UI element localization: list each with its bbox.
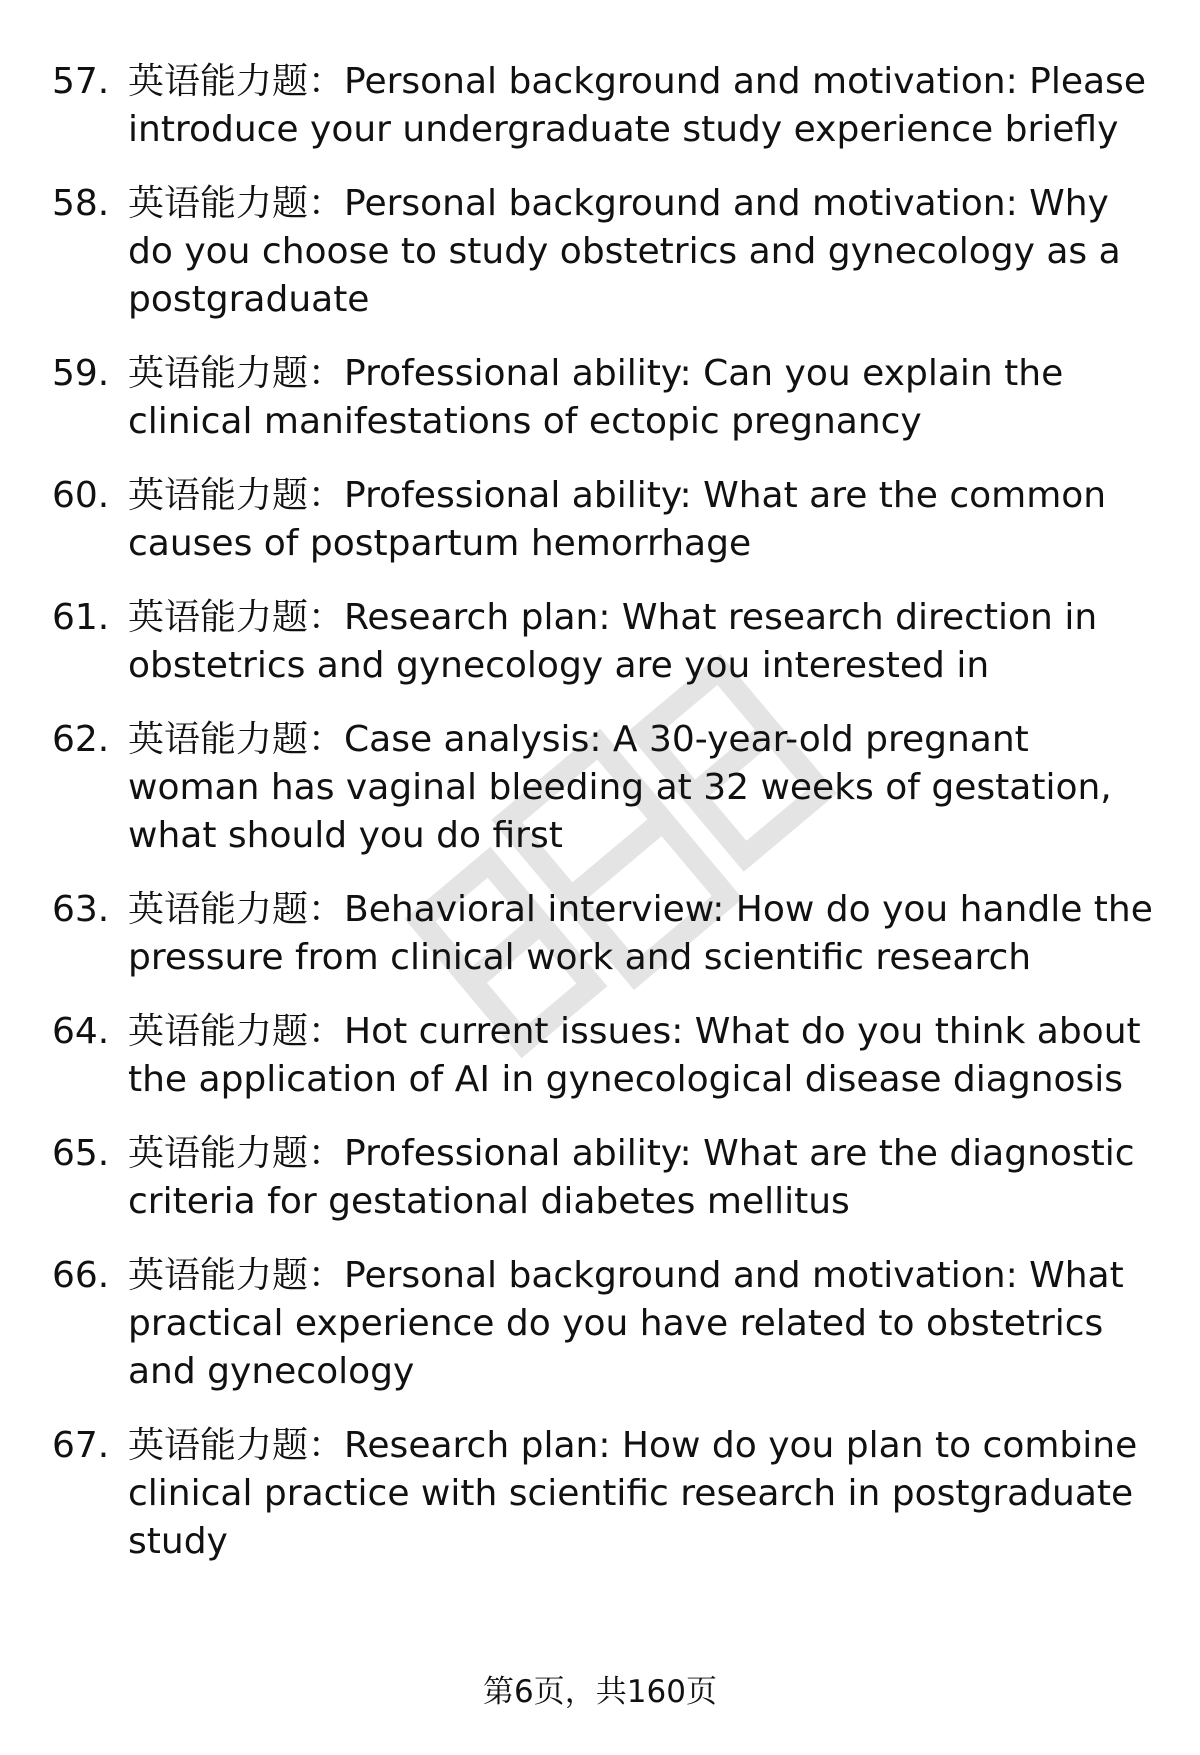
question-number: 63. (52, 889, 110, 930)
question-number: 60. (52, 475, 110, 516)
question-text: Personal background and motivation: Please introduce your undergraduate study experience briefly (128, 61, 1146, 150)
list-item (52, 350, 1162, 446)
question-body (128, 472, 1162, 568)
question-prefix: 英语能力题： (128, 183, 345, 224)
question-text: Research plan: What research direction in obstetrics and gynecology are you interested in (128, 597, 1098, 686)
question-body (128, 1008, 1162, 1104)
question-number: 61. (52, 597, 110, 638)
question-number: 57. (52, 61, 110, 102)
question-body (128, 594, 1162, 690)
question-body (128, 716, 1162, 860)
question-text: Professional ability: What are the diagnostic criteria for gestational diabetes mellitus (128, 1133, 1135, 1222)
question-prefix: 英语能力题： (128, 1255, 345, 1296)
question-prefix: 英语能力题： (128, 1011, 345, 1052)
question-text: Hot current issues: What do you think about the application of AI in gynecological disease diagnosis (128, 1011, 1141, 1100)
list-item (52, 1130, 1162, 1226)
question-number: 66. (52, 1255, 110, 1296)
question-number: 67. (52, 1425, 110, 1466)
question-body (128, 180, 1162, 324)
list-item (52, 1008, 1162, 1104)
question-text: Research plan: How do you plan to combine clinical practice with scientific research in postgraduate study (128, 1425, 1138, 1562)
list-item (52, 180, 1162, 324)
question-body (128, 1422, 1162, 1566)
question-text: Case analysis: A 30-year-old pregnant woman has vaginal bleeding at 32 weeks of gestation, what should you do first (128, 719, 1112, 856)
question-body (128, 58, 1162, 154)
list-item (52, 58, 1162, 154)
question-number: 58. (52, 183, 110, 224)
question-body (128, 886, 1162, 982)
list-item (52, 716, 1162, 860)
question-number: 64. (52, 1011, 110, 1052)
question-prefix: 英语能力题： (128, 1133, 345, 1174)
list-item (52, 472, 1162, 568)
question-prefix: 英语能力题： (128, 889, 345, 930)
question-text: Professional ability: Can you explain the clinical manifestations of ectopic pregnancy (128, 353, 1064, 442)
list-item (52, 594, 1162, 690)
question-body (128, 1252, 1162, 1396)
page-number-footer: 第6页，共160页 (483, 1674, 717, 1710)
question-prefix: 英语能力题： (128, 353, 345, 394)
question-text: Personal background and motivation: Why do you choose to study obstetrics and gynecology as a postgraduate (128, 183, 1121, 320)
question-list (52, 58, 1162, 1592)
question-body (128, 350, 1162, 446)
question-text: Behavioral interview: How do you handle the pressure from clinical work and scientific research (128, 889, 1153, 978)
list-item (52, 1422, 1162, 1566)
question-prefix: 英语能力题： (128, 61, 345, 102)
list-item (52, 1252, 1162, 1396)
question-prefix: 英语能力题： (128, 597, 345, 638)
question-prefix: 英语能力题： (128, 1425, 345, 1466)
question-body (128, 1130, 1162, 1226)
question-number: 59. (52, 353, 110, 394)
question-text: Personal background and motivation: What practical experience do you have related to obstetrics and gynecology (128, 1255, 1124, 1392)
list-item (52, 886, 1162, 982)
question-number: 65. (52, 1133, 110, 1174)
question-prefix: 英语能力题： (128, 475, 345, 516)
question-number: 62. (52, 719, 110, 760)
question-text: Professional ability: What are the common causes of postpartum hemorrhage (128, 475, 1107, 564)
question-prefix: 英语能力题： (128, 719, 345, 760)
